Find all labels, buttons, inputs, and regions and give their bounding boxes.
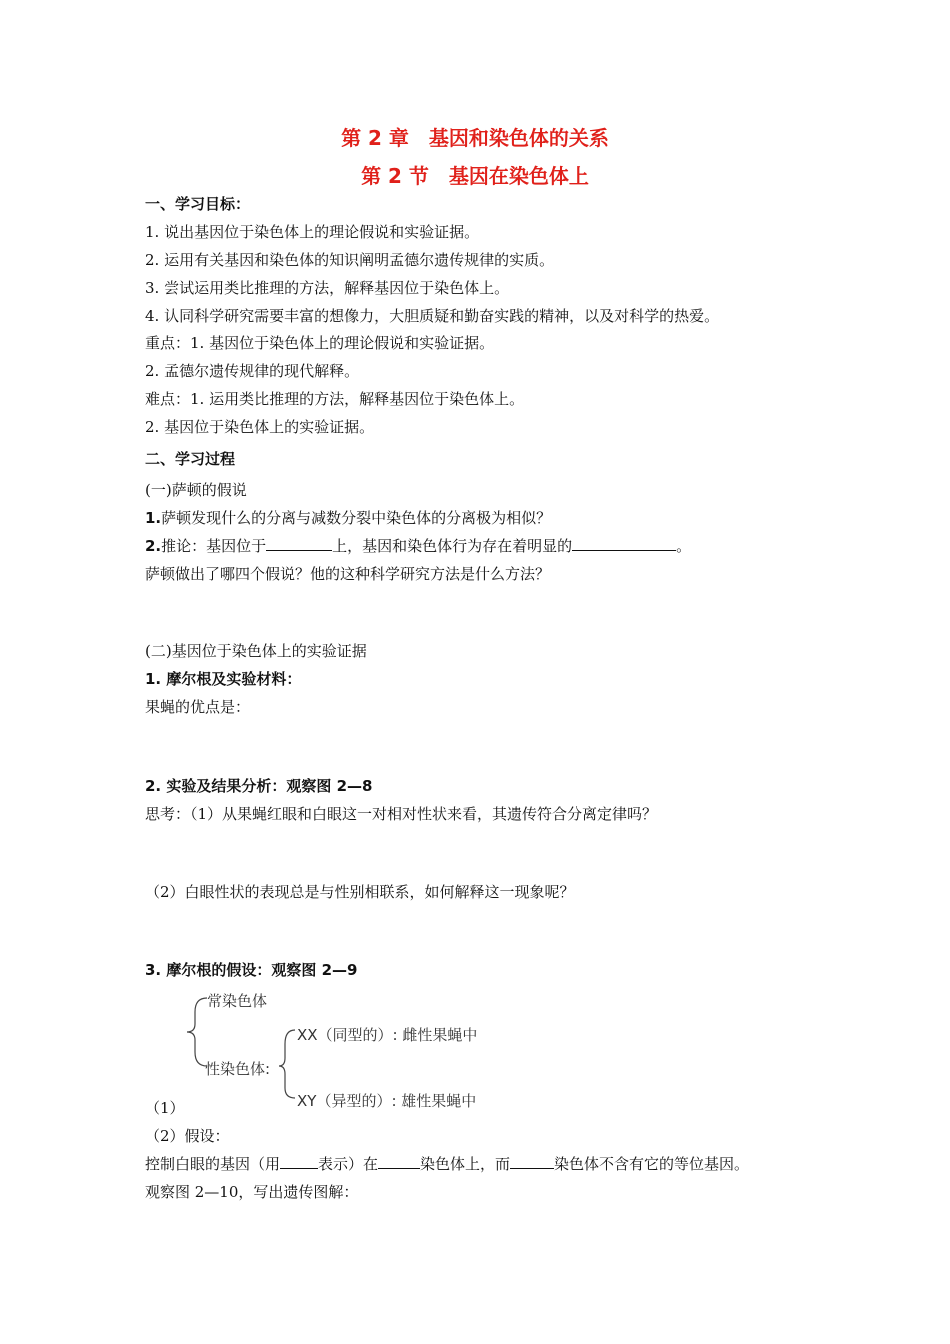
hypothesis-line [145, 1153, 749, 1174]
key-point-2: 2. 孟德尔遗传规律的现代解释。 [145, 362, 360, 380]
item1-heading: 1. 摩尔根及实验材料： [145, 670, 302, 688]
sutton-question-3: 萨顿做出了哪四个假说？他的这种科学研究方法是什么方法？ [145, 565, 551, 583]
sub1-heading: (一)萨顿的假说 [145, 481, 247, 499]
item3-last: 观察图 2—10，写出遗传图解： [145, 1183, 359, 1201]
chromosome-diagram [185, 988, 515, 1113]
item1-text: 果蝇的优点是： [145, 698, 251, 716]
answer-blank[interactable] [266, 536, 332, 551]
item3-heading: 3. 摩尔根的假设：观察图 2—9 [145, 961, 358, 979]
sutton-question-2 [145, 535, 691, 556]
hypothesis-text: 染色体上，而 [420, 1155, 511, 1173]
question-text: 上，基因和染色体行为存在着明显的 [332, 537, 573, 555]
sex-chromosome-label: 性染色体: [205, 1060, 271, 1078]
item3-part2: （2）假设： [145, 1127, 230, 1145]
sutton-question-1 [145, 507, 551, 528]
question-number: 2. [145, 537, 162, 555]
question-text: 推论：基因位于 [161, 537, 267, 555]
goal-1: 1. 说出基因位于染色体上的理论假说和实验证据。 [145, 223, 480, 241]
goal-3: 3. 尝试运用类比推理的方法，解释基因位于染色体上。 [145, 279, 510, 297]
question-text: 。 [676, 537, 692, 555]
answer-blank[interactable] [572, 536, 676, 551]
item3-part1: （1） [145, 1099, 185, 1117]
question-text: 萨顿发现什么的分离与减数分裂中染色体的分离极为相似？ [161, 509, 552, 527]
chapter-title: 第 2 章 基因和染色体的关系 [341, 126, 609, 150]
answer-blank[interactable] [280, 1154, 318, 1169]
hypothesis-text: 表示）在 [318, 1155, 379, 1173]
question-number: 1. [145, 509, 162, 527]
goal-2: 2. 运用有关基因和染色体的知识阐明孟德尔遗传规律的实质。 [145, 251, 555, 269]
xx-label: XX（同型的）: 雌性果蝇中 [297, 1026, 478, 1044]
autosome-label: 常染色体 [207, 992, 268, 1010]
answer-blank[interactable] [510, 1154, 554, 1169]
section-title: 第 2 节 基因在染色体上 [361, 164, 589, 188]
hypothesis-text: 染色体不含有它的等位基因。 [554, 1155, 750, 1173]
hypothesis-text: 控制白眼的基因（用 [145, 1155, 281, 1173]
answer-blank[interactable] [378, 1154, 420, 1169]
sub2-heading: (二)基因位于染色体上的实验证据 [145, 642, 367, 660]
item2-question-2: （2）白眼性状的表现总是与性别相联系，如何解释这一现象呢？ [145, 883, 575, 901]
goal-4: 4. 认同科学研究需要丰富的想像力，大胆质疑和勤奋实践的精神，以及对科学的热爱。 [145, 307, 720, 325]
key-point-1: 重点：1. 基因位于染色体上的理论假说和实验证据。 [145, 334, 495, 352]
difficult-point-2: 2. 基因位于染色体上的实验证据。 [145, 418, 375, 436]
difficult-point-1: 难点：1. 运用类比推理的方法，解释基因位于染色体上。 [145, 390, 525, 408]
item2-question-1: 思考：（1）从果蝇红眼和白眼这一对相对性状来看，其遗传符合分离定律吗？ [145, 805, 658, 823]
item2-heading: 2. 实验及结果分析：观察图 2—8 [145, 777, 373, 795]
xy-label: XY（异型的）: 雄性果蝇中 [297, 1092, 477, 1110]
part1-heading: 一、学习目标： [145, 195, 251, 213]
part2-heading: 二、学习过程 [145, 450, 236, 468]
